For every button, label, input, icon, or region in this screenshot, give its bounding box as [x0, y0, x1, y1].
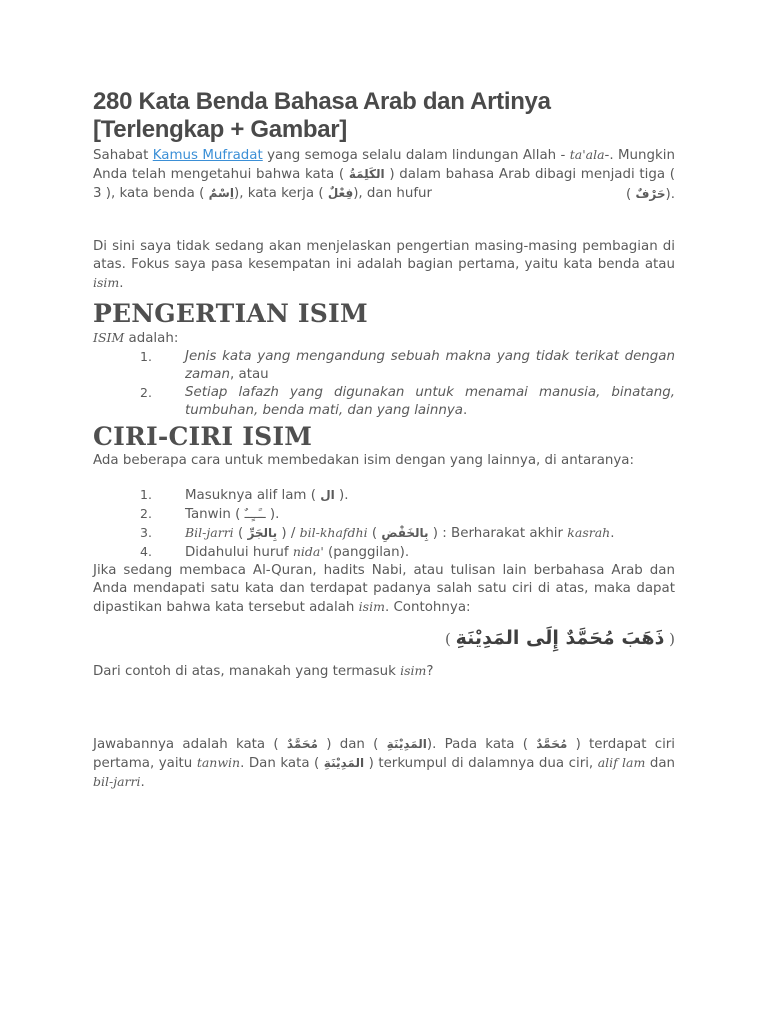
arabic-madinah: المَدِيْنَةِ: [386, 737, 427, 751]
intro-text: -. Mungkin Anda telah mengetahui bahwa kata (: [93, 148, 675, 182]
list-item: [93, 384, 675, 420]
bil-jarri-term: bil-jarri: [93, 774, 141, 789]
intro-text: ) dalam bahasa Arab dibagi menjadi tiga ( 3 ), kata benda (: [93, 167, 676, 201]
list-item: [93, 486, 675, 505]
example-paren: (: [445, 630, 451, 648]
answer-text: ) dan (: [326, 737, 379, 752]
arabic-alif-lam: ال: [320, 488, 335, 502]
usage-paragraph: [93, 562, 675, 617]
answer-text: . Dan kata (: [240, 756, 320, 771]
isim-caps-term: ISIM: [93, 330, 125, 345]
answer-text: Jawabannya adalah kata (: [93, 737, 279, 752]
arabic-ism: اِسْمٌ: [208, 186, 234, 200]
answer-text: ). Pada kata (: [426, 737, 528, 752]
question-paragraph: [93, 662, 675, 681]
ciri-lead: Ada beberapa cara untuk membedakan isim dengan yang lainnya, di antaranya:: [93, 453, 635, 468]
definition-rest: .: [462, 403, 468, 418]
list-item: [93, 543, 675, 562]
question-text: Dari contoh di atas, manakah yang termasuk: [93, 664, 401, 679]
list-number: 2.: [140, 385, 152, 400]
ciri-text: Didahului huruf: [185, 545, 293, 560]
bil-jarri-term: Bil-jarri: [185, 525, 234, 540]
ciri-text: Tanwin (: [185, 507, 241, 522]
usage-end: . Contohnya:: [384, 600, 471, 615]
ciri-text: Masuknya alif lam (: [185, 488, 316, 503]
focus-end: .: [119, 276, 124, 291]
bil-khafdhi-term: bil-khafdhi: [299, 525, 368, 540]
kasrah-term: kasrah: [567, 525, 611, 540]
ciri-text: ) /: [281, 526, 300, 541]
definition-list: [93, 348, 675, 420]
ciri-text: .: [610, 526, 615, 541]
arabic-bil-khafdhi: بِالخَفْضِ: [381, 526, 429, 540]
list-number: 4.: [140, 544, 152, 559]
answer-text: ) terdapat ciri pertama, yaitu: [93, 737, 676, 771]
arabic-madinah: المَدِيْنَةِ: [323, 756, 365, 770]
ciri-text: (panggilan).: [323, 545, 410, 560]
answer-text: .: [140, 775, 145, 790]
definition-lead-text: adalah:: [124, 331, 179, 346]
ciri-text: (: [233, 526, 244, 541]
tanwin-term: tanwin: [196, 755, 241, 770]
list-item: [93, 348, 675, 384]
answer-text: ) terkumpul di dalamnya dua ciri,: [368, 756, 598, 771]
example-paren: ): [669, 630, 675, 648]
isim-term: isim: [93, 275, 120, 290]
arabic-tanwin: ــًــٍــٌ: [244, 507, 266, 521]
usage-text: Jika sedang membaca Al-Quran, hadits Nabi, atau tulisan lain berbahasa Arab dan Anda mendapati satu kata dan terdapat padanya salah satu ciri di atas, maka dapat dipastikan bahwa kata tersebut adalah: [93, 563, 675, 615]
ciri-text: (: [367, 526, 378, 541]
list-item: [93, 524, 675, 543]
alif-lam-term: alif lam: [597, 755, 646, 770]
isim-term: isim: [358, 599, 385, 614]
section-heading-ciri: CIRI-CIRI ISIM: [93, 422, 313, 451]
ciri-text: ).: [269, 507, 280, 522]
focus-text: Di sini saya tidak sedang akan menjelaskan pengertian masing-masing pembagian di atas. Fokus saya pasa kesempatan ini adalah bagian pertama, yaitu kata benda atau: [93, 239, 675, 272]
isim-term: isim: [400, 663, 427, 678]
ciri-text: ) : Berharakat akhir: [432, 526, 568, 541]
article-title: 280 Kata Benda Bahasa Arab dan Artinya [Terlengkap + Gambar]: [93, 88, 551, 143]
list-number: 2.: [140, 506, 152, 521]
intro-text: ), dan hufur: [353, 186, 433, 201]
focus-paragraph: [93, 238, 675, 293]
arabic-kalimah: الكَلِمَةُ: [348, 167, 385, 181]
intro-text: (: [625, 187, 632, 202]
kamus-mufradat-link[interactable]: Kamus Mufradat: [152, 148, 263, 163]
arabic-muhammad: مُحَمَّدٌ: [536, 737, 568, 751]
intro-text: ).: [665, 187, 675, 202]
answer-paragraph: [93, 735, 675, 792]
intro-text: Sahabat: [93, 148, 153, 163]
arabic-harf: حَرْفٌ: [635, 187, 666, 201]
list-number: 1.: [140, 487, 152, 502]
taala-text: ta'ala: [569, 147, 605, 162]
list-number: 3.: [140, 525, 152, 540]
arabic-example-sentence: [93, 629, 675, 648]
definition-text: Jenis kata yang mengandung sebuah makna yang tidak terikat dengan zaman: [185, 349, 675, 382]
arabic-bil-jarri: بِالجَرِّ: [247, 526, 278, 540]
question-end: ?: [426, 664, 434, 679]
definition-rest: , atau: [229, 367, 269, 382]
nida-term: nida': [292, 544, 324, 559]
list-item: [93, 505, 675, 524]
answer-text: dan: [645, 756, 676, 771]
intro-text: yang semoga selalu dalam lindungan Allah -: [262, 148, 566, 163]
section-heading-pengertian: PENGERTIAN ISIM: [93, 299, 368, 328]
intro-text: ), kata kerja (: [233, 186, 324, 201]
article: [93, 88, 675, 792]
ciri-text: ).: [338, 488, 349, 503]
definition-lead: [93, 329, 675, 348]
arabic-fiil: فِعْلٌ: [327, 186, 354, 200]
list-number: 1.: [140, 349, 152, 364]
ciri-list: [93, 486, 675, 562]
arabic-muhammad: مُحَمَّدٌ: [286, 737, 318, 751]
arabic-example: ذَهَبَ مُحَمَّدٌ إِلَى المَدِيْنَةِ: [455, 627, 665, 649]
definition-text: Setiap lafazh yang digunakan untuk menamai manusia, binatang, tumbuhan, benda mati, dan yang lainnya: [185, 385, 675, 418]
